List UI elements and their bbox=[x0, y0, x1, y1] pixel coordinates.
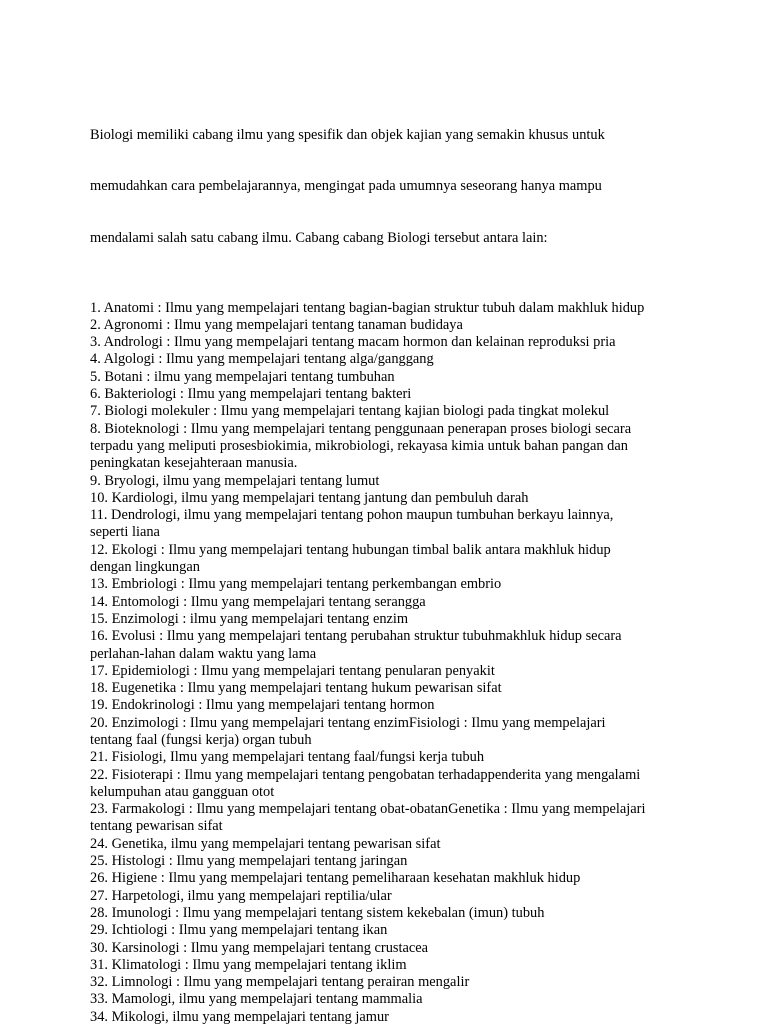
list-item bbox=[90, 403, 690, 420]
list-item-line: 28. Imunologi : Ilmu yang mempelajari tentang sistem kekebalan (imun) tubuh bbox=[90, 904, 545, 921]
list-item bbox=[90, 974, 690, 991]
list-item bbox=[90, 628, 690, 663]
list-item bbox=[90, 351, 690, 368]
list-item bbox=[90, 680, 690, 697]
list-item-line: 23. Farmakologi : Ilmu yang mempelajari tentang obat-obatanGenetika : Ilmu yang mempelajari bbox=[90, 801, 646, 818]
list-item-line: 31. Klimatologi : Ilmu yang mempelajari tentang iklim bbox=[90, 956, 407, 973]
list-item-line: 30. Karsinologi : Ilmu yang mempelajari tentang crustacea bbox=[90, 939, 429, 956]
list-item-line: 27. Harpetologi, ilmu yang mempelajari reptilia/ular bbox=[90, 887, 392, 904]
list-item bbox=[90, 801, 690, 836]
list-item-line: peningkatan kesejahteraan manusia. bbox=[90, 455, 298, 472]
document-page bbox=[90, 92, 690, 1026]
list-item bbox=[90, 957, 690, 974]
intro-line: mendalami salah satu cabang ilmu. Cabang cabang Biologi tersebut antara lain: bbox=[90, 230, 548, 247]
list-item-line: 22. Fisioterapi : Ilmu yang mempelajari tentang pengobatan terhadappenderita yang mengalami bbox=[90, 766, 641, 783]
list-item-line: 33. Mamologi, ilmu yang mempelajari tentang mammalia bbox=[90, 991, 423, 1008]
list-item-line: 15. Enzimologi : ilmu yang mempelajari tentang enzim bbox=[90, 610, 409, 627]
intro-line: memudahkan cara pembelajarannya, mengingat pada umumnya seseorang hanya mampu bbox=[90, 178, 602, 195]
list-item bbox=[90, 715, 690, 750]
list-item-line: 4. Algologi : Ilmu yang mempelajari tentang alga/ganggang bbox=[90, 351, 434, 368]
list-item bbox=[90, 749, 690, 766]
list-item bbox=[90, 663, 690, 680]
list-item-line: 3. Andrologi : Ilmu yang mempelajari tentang macam hormon dan kelainan reproduksi pria bbox=[90, 334, 616, 351]
list-item-line: 14. Entomologi : Ilmu yang mempelajari tentang serangga bbox=[90, 593, 426, 610]
list-item bbox=[90, 369, 690, 386]
list-item bbox=[90, 542, 690, 577]
list-item bbox=[90, 611, 690, 628]
list-item-line: 13. Embriologi : Ilmu yang mempelajari tentang perkembangan embrio bbox=[90, 576, 502, 593]
list-item bbox=[90, 490, 690, 507]
list-item-line: 8. Bioteknologi : Ilmu yang mempelajari tentang penggunaan penerapan proses biologi secara bbox=[90, 420, 632, 437]
intro-line: Biologi memiliki cabang ilmu yang spesifik dan objek kajian yang semakin khusus untuk bbox=[90, 126, 605, 143]
list-item-line: 9. Bryologi, ilmu yang mempelajari tentang lumut bbox=[90, 472, 380, 489]
list-item bbox=[90, 576, 690, 593]
list-item bbox=[90, 940, 690, 957]
list-item-line: 2. Agronomi : Ilmu yang mempelajari tentang tanaman budidaya bbox=[90, 316, 463, 333]
list-item-line: 21. Fisiologi, Ilmu yang mempelajari tentang faal/fungsi kerja tubuh bbox=[90, 749, 485, 766]
list-item-line: 18. Eugenetika : Ilmu yang mempelajari tentang hukum pewarisan sifat bbox=[90, 680, 502, 697]
list-item-line: 1. Anatomi : Ilmu yang mempelajari tentang bagian-bagian struktur tubuh dalam makhluk hidup bbox=[90, 299, 645, 316]
list-item-line: 17. Epidemiologi : Ilmu yang mempelajari tentang penularan penyakit bbox=[90, 662, 495, 679]
list-item-line: seperti liana bbox=[90, 524, 160, 541]
list-item-line: 24. Genetika, ilmu yang mempelajari tentang pewarisan sifat bbox=[90, 835, 441, 852]
list-item bbox=[90, 697, 690, 714]
list-item-line: 29. Ichtiologi : Ilmu yang mempelajari tentang ikan bbox=[90, 922, 388, 939]
list-item-line: 11. Dendrologi, ilmu yang mempelajari tentang pohon maupun tumbuhan berkayu lainnya, bbox=[90, 507, 614, 524]
list-item bbox=[90, 473, 690, 490]
list-item bbox=[90, 888, 690, 905]
list-item-line: 16. Evolusi : Ilmu yang mempelajari tentang perubahan struktur tubuhmakhluk hidup secara bbox=[90, 628, 622, 645]
list-item bbox=[90, 594, 690, 611]
list-item-line: tentang faal (fungsi kerja) organ tubuh bbox=[90, 731, 312, 748]
paragraph-spacer bbox=[90, 282, 690, 299]
list-item-line: 34. Mikologi, ilmu yang mempelajari tentang jamur bbox=[90, 1008, 389, 1025]
list-item-line: 7. Biologi molekuler : Ilmu yang mempelajari tentang kajian biologi pada tingkat molekul bbox=[90, 403, 610, 420]
list-item-line: terpadu yang meliputi prosesbiokimia, mikrobiologi, rekayasa kimia untuk bahan pangan dan bbox=[90, 437, 628, 454]
list-item bbox=[90, 1009, 690, 1026]
list-item bbox=[90, 300, 690, 317]
list-item bbox=[90, 836, 690, 853]
intro-paragraph bbox=[90, 92, 690, 282]
list-item bbox=[90, 421, 690, 473]
list-item-line: 12. Ekologi : Ilmu yang mempelajari tentang hubungan timbal balik antara makhluk hidup bbox=[90, 541, 611, 558]
list-item-line: 5. Botani : ilmu yang mempelajari tentang tumbuhan bbox=[90, 368, 395, 385]
list-item bbox=[90, 853, 690, 870]
list-item bbox=[90, 334, 690, 351]
list-item-line: kelumpuhan atau gangguan otot bbox=[90, 783, 275, 800]
list-item bbox=[90, 905, 690, 922]
list-item-line: 19. Endokrinologi : Ilmu yang mempelajari tentang hormon bbox=[90, 697, 435, 714]
biology-branch-list bbox=[90, 300, 690, 1026]
list-item bbox=[90, 870, 690, 887]
list-item-line: 10. Kardiologi, ilmu yang mempelajari tentang jantung dan pembuluh darah bbox=[90, 489, 529, 506]
list-item bbox=[90, 507, 690, 542]
list-item bbox=[90, 922, 690, 939]
list-item-line: 20. Enzimologi : Ilmu yang mempelajari tentang enzimFisiologi : Ilmu yang mempelajari bbox=[90, 714, 606, 731]
list-item-line: dengan lingkungan bbox=[90, 559, 200, 576]
list-item-line: tentang pewarisan sifat bbox=[90, 818, 223, 835]
list-item bbox=[90, 991, 690, 1008]
list-item bbox=[90, 317, 690, 334]
list-item-line: perlahan-lahan dalam waktu yang lama bbox=[90, 645, 317, 662]
list-item bbox=[90, 386, 690, 403]
list-item-line: 6. Bakteriologi : Ilmu yang mempelajari tentang bakteri bbox=[90, 386, 412, 403]
list-item-line: 26. Higiene : Ilmu yang mempelajari tentang pemeliharaan kesehatan makhluk hidup bbox=[90, 870, 581, 887]
list-item-line: 25. Histologi : Ilmu yang mempelajari tentang jaringan bbox=[90, 853, 408, 870]
list-item-line: 32. Limnologi : Ilmu yang mempelajari tentang perairan mengalir bbox=[90, 974, 470, 991]
list-item bbox=[90, 767, 690, 802]
